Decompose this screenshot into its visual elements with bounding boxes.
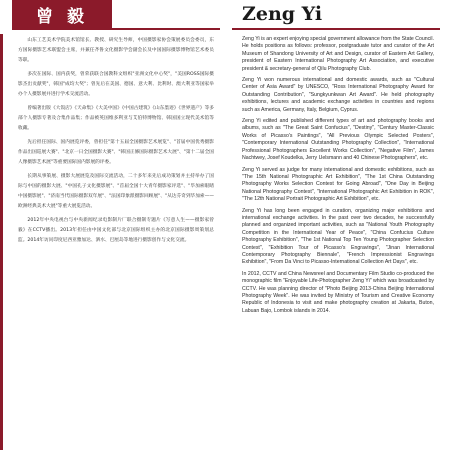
chinese-body — [12, 36, 220, 450]
chinese-paragraph: 2012年中央电视台与中央新闻纪录电影制片厂联合摄制专题片《写意人生——摄影家曾毅》在CCTV播出。2013年担任由中国文化部与北京国际组织主办的北京国际摄影周策划总监。2014年访问印度尼西亚雅加达、泗水、巴厘岛等地进行摄影创作与文化交流。 — [18, 218, 214, 243]
chinese-paragraph: 多次在国际、国内获奖，曾荣获联合国教科文组织"亚洲文化中心奖"，"美国ROSS国际摄影杰出贡献奖"，韩国"成均大奖"；曾先后在美国、德国、意大利、比利时、澳大利亚等国家举办个人摄影展并进行学术交流活动。 — [18, 72, 214, 97]
chinese-title-rule — [12, 28, 220, 30]
english-paragraph: Zeng Yi is an expert enjoying special government allowance from the State Council. He holds positions as follows: professor, postgraduate tutor and curator of the Art Museum of Shandong University of Art and Design, curator of Eastern Art Gallery, president of Eastern International Photography Art Association, and executive president & secretary-general of Qilu Photography Club. — [242, 36, 434, 72]
english-paragraph: Zeng Yi has long been engaged in curation, organizing major exhibitions and international exchange activities. In the past over two decades, he successfully planned and organized important activities, such as "National Youth Photography Competition in the International Year of Peace", "China Confucius Culture Photography Exhibition", "The 1st National Top Ten Young Photographer Selection Contest", "Exhibition Tour of Picasso's Engravings", "Jinan International Contemporary Photography Biennale", "French Impressionist Engravings Exhibition", "From Da Vinci to Picasso-International Collection Art Days", etc. — [242, 207, 434, 266]
chinese-paragraph: 长期从事策展、摄影大展展览及国际交流活动，二十多年来先后成功策划并主持举办了国际与中国的摄影大展、"中国孔子文化摄影展"、"首届全国十大青年摄影家评选"、"毕加索眼睛中国摄影展"、"济南当代国际摄影双年展"、"法国印象派摄影回顾展"、"从达芬奇到毕加索——欧洲经典美术大展"等重大展览活动。 — [18, 174, 214, 209]
chinese-paragraph: 山东工艺美术学院美术馆馆长、教授、研究生导师，中国摄影家协会策展委员会委员，东方国际摄影艺术联盟会主席，并兼任齐鲁文化摄影学会副会长及中国国际摄影博物馆艺术委员等职。 — [18, 38, 214, 63]
english-paragraph: Zeng Yi won numerous international and domestic awards, such as "Cultural Center of Asia Award" by UNESCO, "Ross International Photography Award for Outstanding Contribution", "Sungkyunkwan Art Award". He held photography exhibitions, lectures and academic exchange activities in countries and regions such as America, Germany, Italy, Belgium, Cyprus. — [242, 77, 434, 113]
chinese-paragraph: 先后担任国际、国内展览评委，曾担任"第十五届全国摄影艺术展览"、"首届中国优秀摄影作品出国巡展大赛"、"北京一日全国摄影大赛"、"韩国正修国际摄影艺术大展"、"第十二届全国人像摄影艺术展"等重要国际国内影展的评委。 — [18, 140, 214, 165]
chinese-column — [12, 0, 220, 450]
english-paragraph: Zeng Yi served as judge for many international and domestic exhibitions, such as "The 15th National Photographic Art Exhibition", "The 1st China Outstanding Photography Works Selection Contest for Going Abroad", "One Day in Beijing National Photography Contest", "International Photographic Art Exhibition in ROK", "The 12th National Portrait Photographic Art Exhibition", etc. — [242, 166, 434, 203]
english-body — [232, 36, 440, 450]
english-title-rule — [232, 28, 440, 30]
chinese-title: 曾 毅 — [12, 0, 112, 28]
left-edge-accent-bar — [0, 34, 3, 450]
english-column — [232, 0, 440, 450]
english-title: Zeng Yi — [242, 3, 323, 25]
chinese-paragraph: 曾编著出版《大饭店》《天命集》《大美中国》《中国古建筑》《山东墨迹》《世界遗产》等多部个人摄影专著及合集作品集；作品被英国维多利亚与艾伯特博物馆、韩国国立现代美术馆等收藏。 — [18, 106, 214, 131]
english-paragraph: Zeng Yi edited and published different types of art and photography books and albums, such as "The Great Saint Confucius", "Destiny", "Century Master-Classic Works of Picasso's Paintings", "All Previous Olympic Selected Posters", "Contemporary International Outstanding Photography Collection", "International Professional Photographers Excellent Works Collection", "Negative Film", James Nachtwey, Josef Koudelka, Jerry Uelsmann and 40 Chinese Photographers", etc. — [242, 118, 434, 162]
english-paragraph: In 2012, CCTV and China Newsreel and Documentary Film Studio co-produced the monographic film "Enjoyable Life-Photographer Zeng Yi" which was broadcasted by CCTV. He was planning director of "Photo Beijing 2013-China Beijing International Photography Week". He was invited by Ministry of Tourism and Creative Economy Republic of Indonesia to visit and make photography creation at Jakarta, Buton, Labuan Bajo, Lombok islands in 2014. — [242, 270, 434, 314]
